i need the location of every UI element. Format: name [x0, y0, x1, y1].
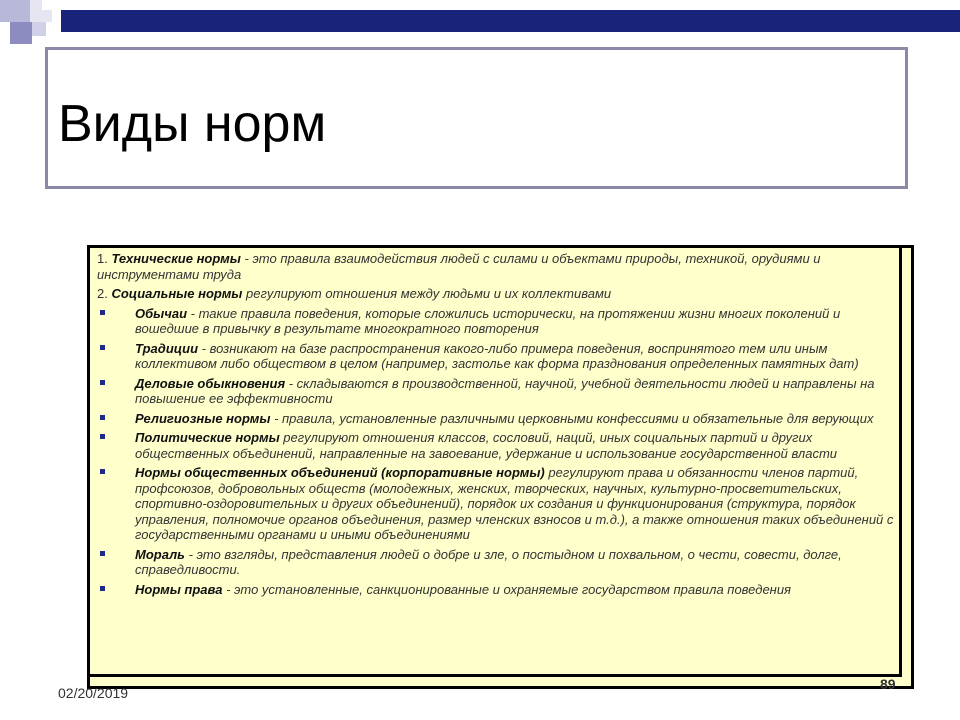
list-item	[97, 411, 903, 427]
list-item	[97, 376, 903, 407]
content-body	[97, 251, 903, 601]
list-item	[97, 582, 903, 598]
square-bullet-icon	[100, 434, 105, 439]
term-desc: - это установленные, санкционированные и охраняемые государством правила поведения	[222, 581, 792, 597]
square-bullet-icon	[100, 551, 105, 556]
list-item	[97, 430, 903, 461]
term-desc: - правила, установленные различными церковными конфессиями и обязательные для верующих	[270, 410, 874, 426]
slide-date: 02/20/2019	[58, 685, 129, 701]
decor-square	[42, 0, 52, 10]
term-label: Деловые обыкновения	[135, 375, 286, 391]
page-number: 89	[880, 676, 896, 692]
term-desc: регулируют отношения классов, сословий, наций, иных социальных партий и других общественных объединений, направленные на завоевание, удержание и использование государственной власти	[135, 430, 837, 461]
term-label: Нормы права	[135, 581, 223, 597]
slide-title: Виды норм	[58, 95, 327, 153]
term-label: Политические нормы	[135, 430, 280, 445]
term-label: Социальные нормы	[111, 286, 243, 301]
term-desc: - это взгляды, представления людей о добре и зле, о постыдном и похвальном, о чести, совести, долге, справедливости.	[135, 546, 842, 577]
term-desc: - возникают на базе распространения какого-либо примера поведения, воспринятого тем или иным коллективом либо обществом в целом (например, застолье как форма празднования определенных памятных дат)	[135, 340, 859, 371]
term-desc: - складываются в производственной, научной, учебной деятельности людей и направлены на повышение ее эффективности	[135, 375, 875, 406]
square-bullet-icon	[100, 415, 105, 420]
list-item	[97, 306, 903, 337]
decor-square	[10, 22, 32, 44]
term-label: Обычаи	[135, 305, 188, 321]
term-desc: регулируют права и обязанности членов партий, профсоюзов, добровольных обществ (молодежных, женских, творческих, научных, культурно-просветительских, спортивно-оздоровительных и других объединений), порядок их создания и функционирования (структура, порядок управления, полномочие органов объединения, размер членских взносов и т.д.), а также отношения таких объединений с государственными органами и иными объединениями	[135, 465, 894, 542]
decor-square	[32, 22, 46, 36]
term-desc: - такие правила поведения, которые сложились исторически, на протяжении жизни многих поколений и вошедшие в привычку в результате многократного повторения	[135, 305, 841, 336]
square-bullet-icon	[100, 345, 105, 350]
term-label: Мораль	[135, 546, 185, 562]
term-label: Традиции	[135, 340, 199, 356]
square-bullet-icon	[100, 586, 105, 591]
term-label: Технические нормы	[111, 251, 241, 266]
term-desc: регулируют отношения между людьми и их коллективами	[242, 286, 612, 301]
term-label: Религиозные нормы	[135, 410, 271, 426]
term-label: Нормы общественных объединений (корпоративные нормы)	[135, 465, 545, 480]
decor-square	[0, 0, 30, 22]
term-desc: - это правила взаимодействия людей с силами и объектами природы, техникой, орудиями и инструментами труда	[97, 251, 821, 282]
square-bullet-icon	[100, 469, 105, 474]
square-bullet-icon	[100, 380, 105, 385]
header-bar	[61, 10, 960, 32]
list-item	[97, 341, 903, 372]
intro-technical: 1. Технические нормы - это правила взаимодействия людей с силами и объектами природы, техникой, орудиями и инструментами труда	[97, 251, 821, 282]
list-item	[97, 547, 903, 578]
square-bullet-icon	[100, 310, 105, 315]
intro-social: 2. Социальные нормы регулируют отношения между людьми и их коллективами	[97, 286, 612, 301]
list-item	[97, 465, 903, 543]
